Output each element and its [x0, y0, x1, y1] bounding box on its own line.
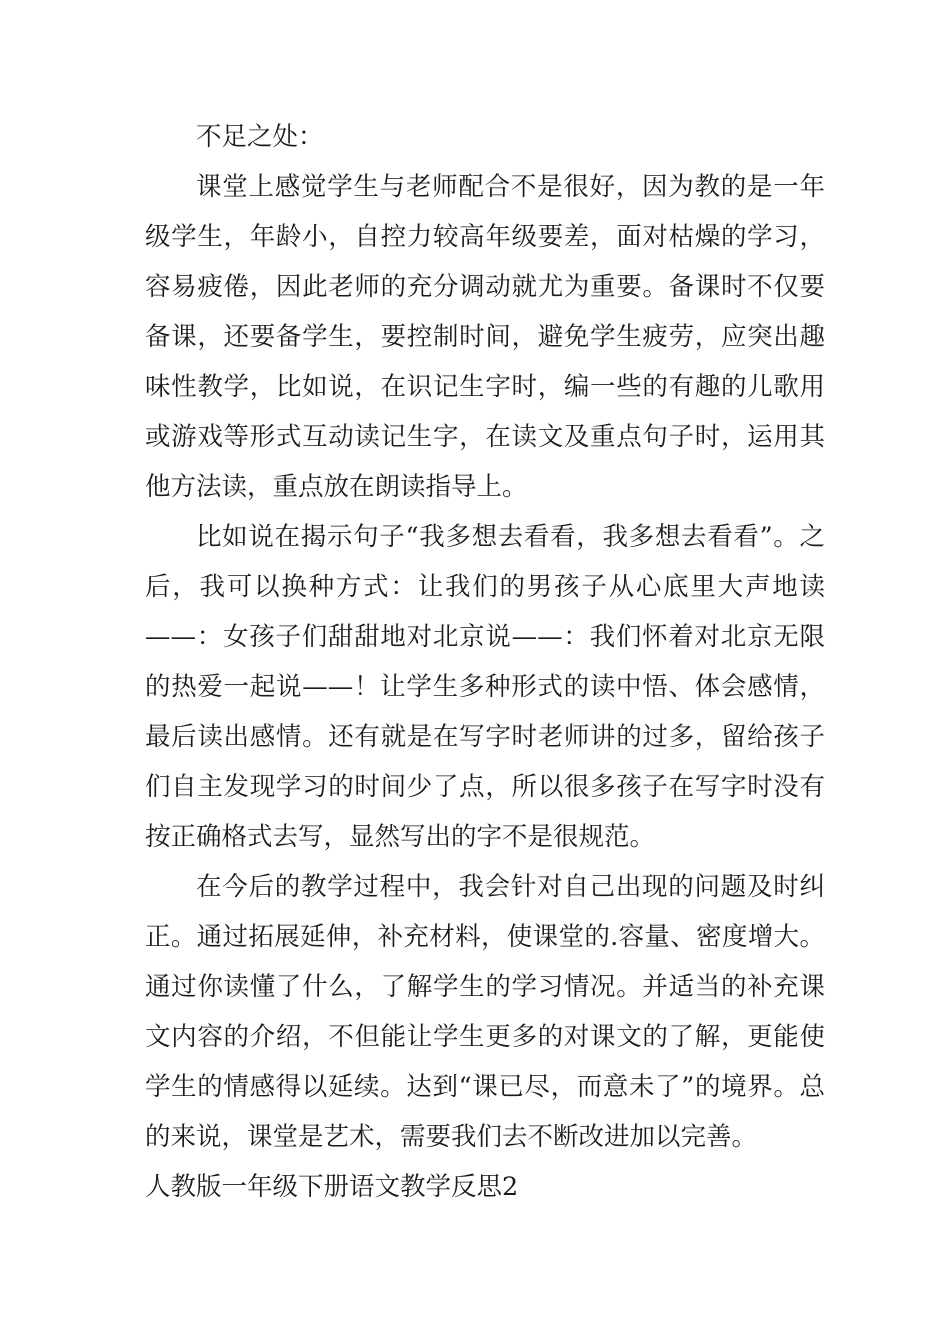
next-article-title: 人教版一年级下册语文教学反思2 — [145, 1172, 519, 1202]
document-body — [145, 112, 825, 1212]
section-heading: 不足之处： — [196, 122, 324, 152]
paragraph-shortcomings: 课堂上感觉学生与老师配合不是很好，因为教的是一年级学生，年龄小，自控力较高年级要差，面对枯燥的学习，容易疲倦，因此老师的充分调动就尤为重要。备课时不仅要备课，还要备学生，要控制时间，避免学生疲劳，应突出趣味性教学，比如说，在识记生字时，编一些的有趣的儿歌用或游戏等形式互动读记生字，在读文及重点句子时，运用其他方法读，重点放在朗读指导上。 — [145, 172, 825, 502]
paragraph-improvement: 在今后的教学过程中，我会针对自己出现的问题及时纠正。通过拓展延伸，补充材料，使课堂的.容量、密度增大。通过你读懂了什么，了解学生的学习情况。并适当的补充课文内容的介绍，不但能让学生更多的对课文的了解，更能使学生的情感得以延续。达到“课已尽，而意未了”的境界。总的来说，课堂是艺术，需要我们去不断改进加以完善。 — [145, 872, 825, 1152]
paragraph-example: 比如说在揭示句子“我多想去看看，我多想去看看”。之后，我可以换种方式：让我们的男孩子从心底里大声地读——：女孩子们甜甜地对北京说——：我们怀着对北京无限的热爱一起说——！让学生多种形式的读中悟、体会感情，最后读出感情。还有就是在写字时老师讲的过多，留给孩子们自主发现学习的时间少了点，所以很多孩子在写字时没有按正确格式去写，显然写出的字不是很规范。 — [145, 522, 825, 852]
